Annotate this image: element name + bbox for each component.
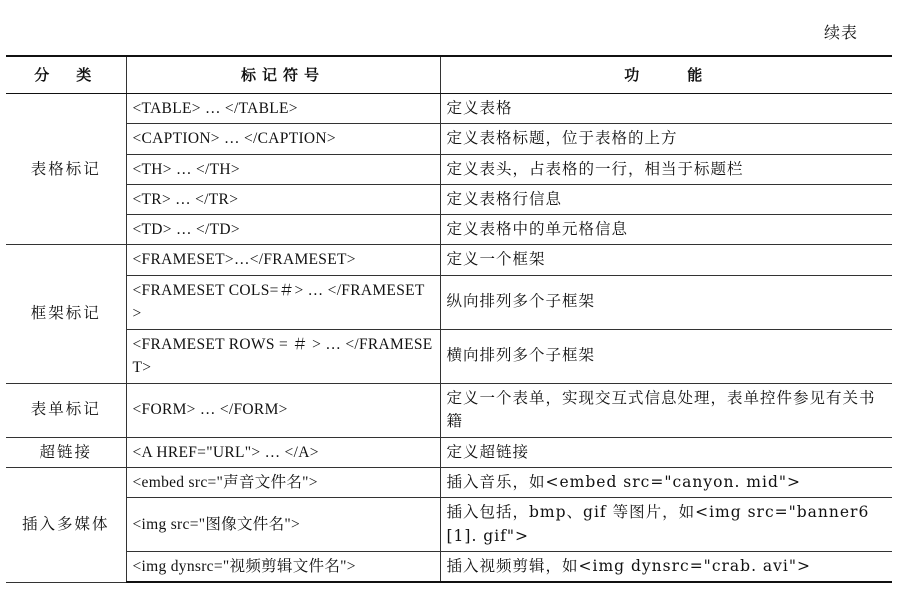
table-row	[6, 94, 892, 124]
table-row	[6, 498, 892, 552]
html-tag-reference-table	[6, 55, 892, 583]
table-row	[6, 275, 892, 329]
function-cell: 定义表格	[440, 94, 892, 124]
function-cell: 插入视频剪辑，如<img dynsrc="crab. avi">	[440, 552, 892, 583]
table-row	[6, 467, 892, 497]
function-cell: 定义超链接	[440, 437, 892, 467]
tag-cell: <A HREF="URL"> … </A>	[126, 437, 440, 467]
function-cell: 横向排列多个子框架	[440, 329, 892, 383]
table-row	[6, 329, 892, 383]
function-cell: 定义表格标题，位于表格的上方	[440, 124, 892, 154]
table-header-row	[6, 56, 892, 94]
function-cell: 插入包括，bmp、gif 等图片，如<img src="banner6[1]. gif">	[440, 498, 892, 552]
tag-cell: <img dynsrc="视频剪辑文件名">	[126, 552, 440, 583]
function-cell: 定义一个表单，实现交互式信息处理，表单控件参见有关书籍	[440, 383, 892, 437]
table-row	[6, 215, 892, 245]
function-cell: 定义表格行信息	[440, 184, 892, 214]
tag-cell: <embed src="声音文件名">	[126, 467, 440, 497]
header-tag-symbol: 标记符号	[126, 56, 440, 94]
category-cell: 插入多媒体	[6, 467, 126, 582]
tag-cell: <img src="图像文件名">	[126, 498, 440, 552]
table-row	[6, 154, 892, 184]
tag-cell: <FRAMESET>…</FRAMESET>	[126, 245, 440, 275]
category-cell: 超链接	[6, 437, 126, 467]
tag-cell: <CAPTION> … </CAPTION>	[126, 124, 440, 154]
function-cell: 定义表格中的单元格信息	[440, 215, 892, 245]
tag-cell: <TR> … </TR>	[126, 184, 440, 214]
tag-cell: <TH> … </TH>	[126, 154, 440, 184]
header-function: 功 能	[440, 56, 892, 94]
category-cell: 框架标记	[6, 245, 126, 383]
tag-cell: <TABLE> … </TABLE>	[126, 94, 440, 124]
table-row	[6, 184, 892, 214]
table-row	[6, 437, 892, 467]
continued-table-label: 续表	[823, 23, 858, 42]
function-cell: 插入音乐，如<embed src="canyon. mid">	[440, 467, 892, 497]
tag-cell: <FORM> … </FORM>	[126, 383, 440, 437]
function-cell: 纵向排列多个子框架	[440, 275, 892, 329]
table-row	[6, 552, 892, 583]
tag-cell: <FRAMESET ROWS = ＃ > … </FRAMESET>	[126, 329, 440, 383]
header-category: 分 类	[6, 56, 126, 94]
table-row	[6, 124, 892, 154]
function-cell: 定义表头，占表格的一行，相当于标题栏	[440, 154, 892, 184]
category-cell: 表单标记	[6, 383, 126, 437]
table-row	[6, 245, 892, 275]
tag-cell: <FRAMESET COLS=＃> … </FRAMESET>	[126, 275, 440, 329]
tag-cell: <TD> … </TD>	[126, 215, 440, 245]
function-cell: 定义一个框架	[440, 245, 892, 275]
category-cell: 表格标记	[6, 94, 126, 245]
table-row	[6, 383, 892, 437]
